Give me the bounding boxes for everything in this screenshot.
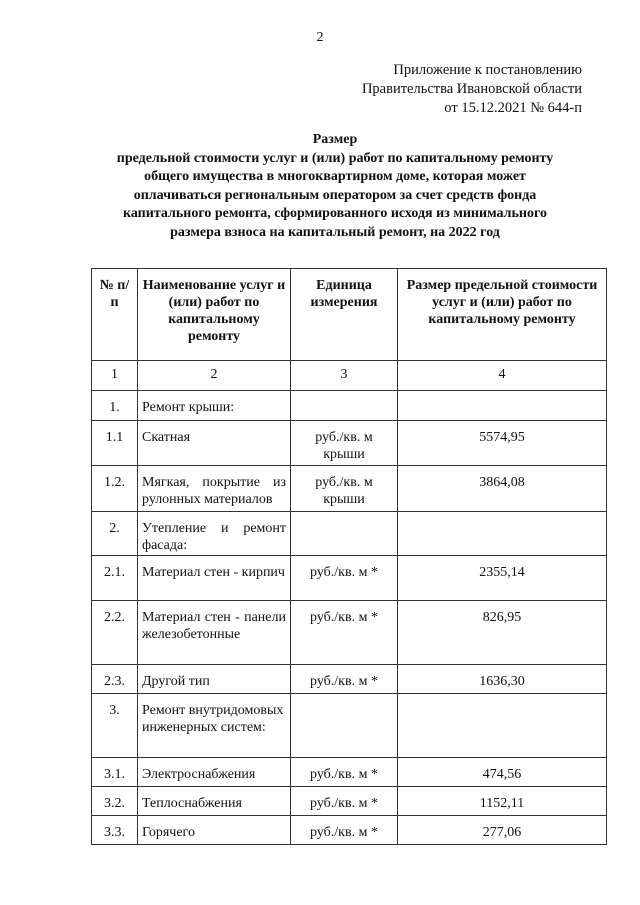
row-unit: руб./кв. м * <box>291 816 398 845</box>
table-row <box>92 665 607 694</box>
row-unit: руб./кв. м * <box>291 758 398 787</box>
table-row <box>92 694 607 758</box>
title-line: предельной стоимости услуг и (или) работ по капитальному ремонту <box>116 150 554 166</box>
title-line: размера взноса на капитальный ремонт, на 2022 год <box>170 224 500 240</box>
table-row <box>92 758 607 787</box>
row-unit: руб./кв. м крыши <box>291 466 398 512</box>
row-cost: 1636,30 <box>398 665 607 694</box>
row-num: 2. <box>92 512 138 556</box>
title-line: оплачиваться региональным оператором за счет средств фонда <box>133 187 537 203</box>
cost-table <box>91 268 607 845</box>
row-name: Скатная <box>138 421 291 466</box>
document-title <box>70 131 600 242</box>
table-row <box>92 601 607 665</box>
table-row <box>92 391 607 421</box>
row-unit: руб./кв. м * <box>291 556 398 601</box>
row-unit: руб./кв. м * <box>291 601 398 665</box>
row-cost: 3864,08 <box>398 466 607 512</box>
appendix-line: от 15.12.2021 № 644-п <box>444 100 582 116</box>
header-unit: Единица измерения <box>291 269 398 361</box>
row-cost: 826,95 <box>398 601 607 665</box>
row-num: 2.3. <box>92 665 138 694</box>
row-cost: 5574,95 <box>398 421 607 466</box>
row-unit <box>291 391 398 421</box>
row-num: 2.2. <box>92 601 138 665</box>
header-cost: Размер предельной стоимости услуг и (или) работ по капитальному ремонту <box>398 269 607 361</box>
page-number: 2 <box>316 30 324 45</box>
appendix-note <box>362 61 582 118</box>
row-name: Ремонт крыши: <box>138 391 291 421</box>
row-cost: 474,56 <box>398 758 607 787</box>
row-unit <box>291 694 398 758</box>
appendix-line: Приложение к постановлению <box>393 62 582 78</box>
table-row <box>92 512 607 556</box>
column-number: 3 <box>291 361 398 391</box>
title-line: общего имущества в многоквартирном доме, которая может <box>144 169 526 184</box>
row-cost <box>398 694 607 758</box>
column-number: 2 <box>138 361 291 391</box>
row-unit: руб./кв. м крыши <box>291 421 398 466</box>
row-name: Электроснабжения <box>138 758 291 787</box>
row-name: Теплоснабжения <box>138 787 291 816</box>
row-name: Материал стен - панели железобетонные <box>138 601 291 665</box>
row-name: Ремонт внутридомовых инженерных систем: <box>138 694 291 758</box>
title-line: Размер <box>312 132 358 147</box>
row-name: Материал стен - кирпич <box>138 556 291 601</box>
table-row <box>92 466 607 512</box>
table-row <box>92 421 607 466</box>
table-row <box>92 787 607 816</box>
row-num: 1.1 <box>92 421 138 466</box>
row-cost <box>398 512 607 556</box>
row-num: 3.3. <box>92 816 138 845</box>
row-unit <box>291 512 398 556</box>
column-number: 4 <box>398 361 607 391</box>
row-cost: 277,06 <box>398 816 607 845</box>
row-num: 3. <box>92 694 138 758</box>
table-row <box>92 556 607 601</box>
row-cost: 1152,11 <box>398 787 607 816</box>
row-num: 1. <box>92 391 138 421</box>
column-number: 1 <box>92 361 138 391</box>
column-numbers-row <box>92 361 607 391</box>
row-unit: руб./кв. м * <box>291 787 398 816</box>
row-num: 3.2. <box>92 787 138 816</box>
appendix-line: Правительства Ивановской области <box>361 81 582 97</box>
header-num: № п/п <box>92 269 138 361</box>
row-num: 1.2. <box>92 466 138 512</box>
row-name: Утепление и ремонт фасада: <box>138 512 291 556</box>
row-unit: руб./кв. м * <box>291 665 398 694</box>
header-name: Наименование услуг и (или) работ по капитальному ремонту <box>138 269 291 361</box>
row-name: Мягкая, покрытие из рулонных материалов <box>138 466 291 512</box>
table-row <box>92 816 607 845</box>
row-name: Горячего <box>138 816 291 845</box>
title-line: капитального ремонта, сформированного исходя из минимального <box>123 206 547 221</box>
row-num: 2.1. <box>92 556 138 601</box>
row-name: Другой тип <box>138 665 291 694</box>
header-row <box>92 269 607 361</box>
row-cost: 2355,14 <box>398 556 607 601</box>
row-num: 3.1. <box>92 758 138 787</box>
row-cost <box>398 391 607 421</box>
